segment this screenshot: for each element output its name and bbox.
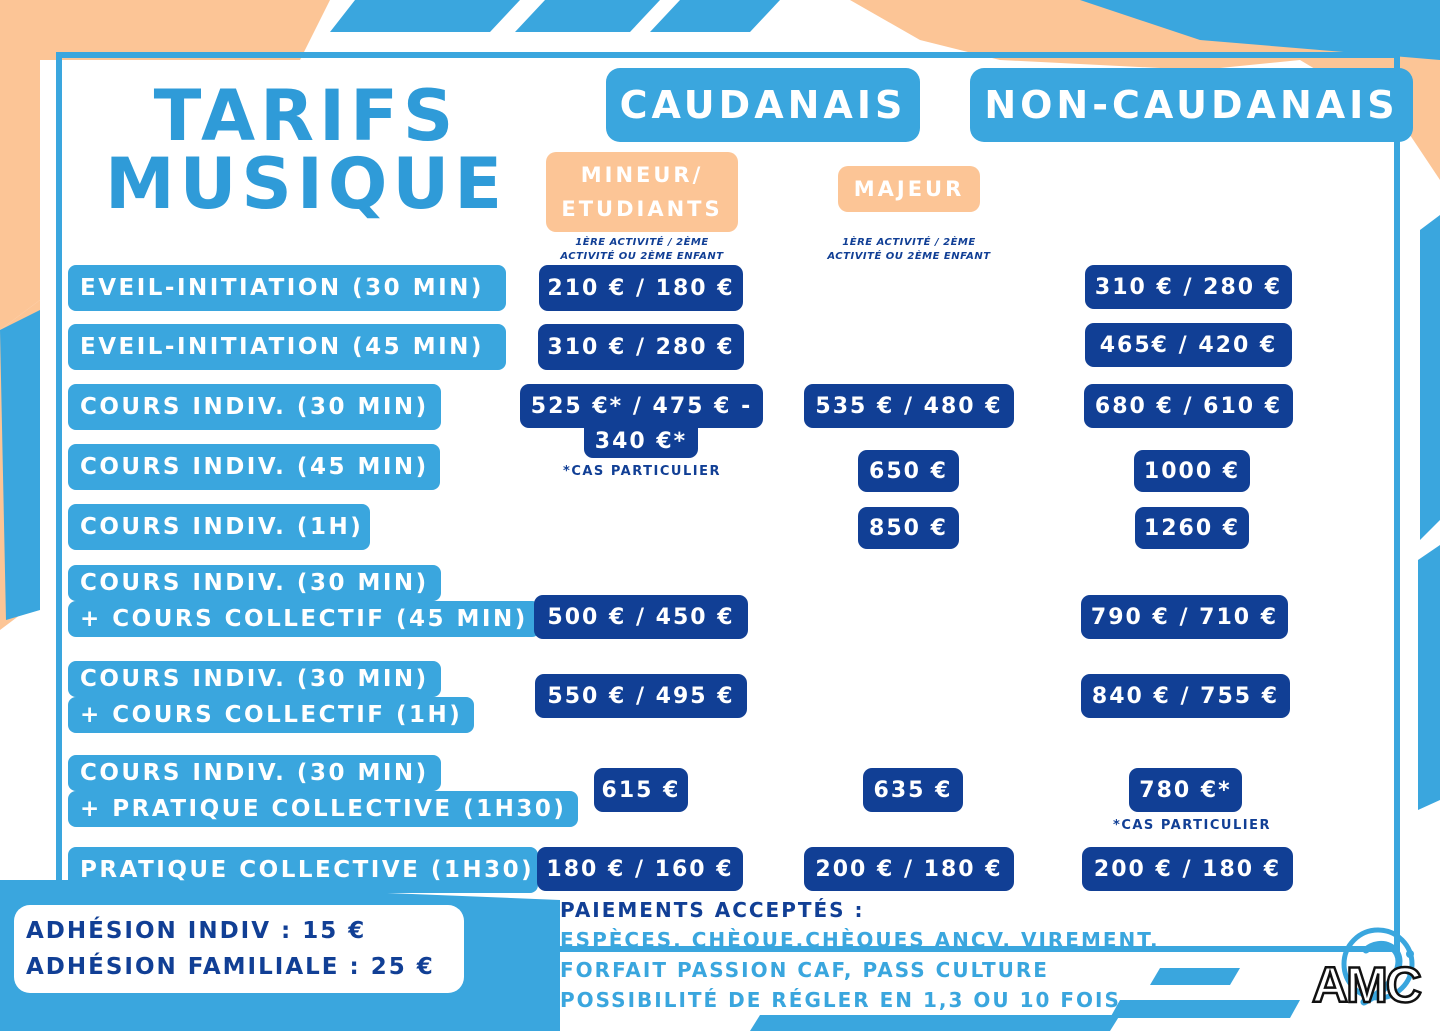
price-pratique-1h30-non-caudanais: 200 € / 180 € bbox=[1082, 847, 1293, 891]
subheader-majeur: MAJEUR bbox=[838, 166, 980, 212]
price-eveil-45-non-caudanais: 465€ / 420 € bbox=[1085, 323, 1292, 367]
row-label-indiv-30-collectif-1h bbox=[68, 661, 474, 733]
title-line-1: TARIFS bbox=[153, 75, 459, 157]
row-label-indiv-30-collectif-45-line-2: + COURS COLLECTIF (45 MIN) bbox=[68, 601, 540, 637]
payments-line-3: POSSIBILITÉ DE RÉGLER EN 1,3 OU 10 FOIS bbox=[560, 988, 1121, 1012]
row-label-indiv-45: COURS INDIV. (45 MIN) bbox=[68, 444, 440, 490]
note-majeur bbox=[806, 236, 1012, 264]
row-label-indiv-1h: COURS INDIV. (1H) bbox=[68, 504, 370, 550]
price-indiv-30-pratique-1h30-non-caudanais: 780 €* bbox=[1129, 768, 1242, 812]
note-mineur-line-2: ACTIVITÉ OU 2ÈME ENFANT bbox=[560, 251, 724, 262]
note-majeur-line-1: 1ÈRE ACTIVITÉ / 2ÈME bbox=[842, 237, 976, 248]
adhesion-box bbox=[14, 905, 464, 993]
title-line-2: MUSIQUE bbox=[104, 143, 508, 225]
payments-title: PAIEMENTS ACCEPTÉS : bbox=[560, 898, 865, 922]
row-label-pratique-1h30: PRATIQUE COLLECTIVE (1H30) bbox=[68, 847, 538, 893]
price-indiv-30-pratique-1h30-mineur: 615 € bbox=[594, 768, 688, 812]
row-label-indiv-30-pratique-1h30 bbox=[68, 755, 578, 827]
subheader-mineur-line-2: ETUDIANTS bbox=[561, 197, 723, 221]
note-mineur bbox=[540, 236, 744, 264]
payments-line-1: ESPÈCES, CHÈQUE,CHÈQUES ANCV, VIREMENT, bbox=[560, 928, 1160, 952]
row-label-indiv-30-collectif-1h-line-2: + COURS COLLECTIF (1H) bbox=[68, 697, 474, 733]
cas-particulier-note-mineur: *CAS PARTICULIER bbox=[563, 464, 721, 479]
price-eveil-30-non-caudanais: 310 € / 280 € bbox=[1085, 265, 1292, 309]
row-label-indiv-30: COURS INDIV. (30 MIN) bbox=[68, 384, 441, 430]
price-indiv-30-mineur-line-1: 525 €* / 475 € - bbox=[520, 384, 763, 428]
price-indiv-45-majeur: 650 € bbox=[858, 450, 959, 492]
header-non-caudanais: NON-CAUDANAIS bbox=[970, 68, 1413, 142]
adhesion-familiale: ADHÉSION FAMILIALE : 25 € bbox=[26, 954, 435, 980]
price-indiv-30-non-caudanais: 680 € / 610 € bbox=[1084, 384, 1293, 428]
payments-line-2: FORFAIT PASSION CAF, PASS CULTURE bbox=[560, 958, 1049, 982]
logo-text: AMC bbox=[1312, 957, 1420, 1013]
price-indiv-1h-non-caudanais: 1260 € bbox=[1135, 507, 1249, 549]
header-caudanais: CAUDANAIS bbox=[606, 68, 920, 142]
price-indiv-30-pratique-1h30-majeur: 635 € bbox=[863, 768, 963, 812]
price-eveil-30-mineur: 210 € / 180 € bbox=[539, 265, 743, 311]
price-indiv-30-majeur: 535 € / 480 € bbox=[804, 384, 1014, 428]
bass-clef-logo-icon bbox=[1308, 920, 1440, 1028]
row-label-indiv-30-collectif-45 bbox=[68, 565, 540, 637]
row-label-eveil-30: EVEIL-INITIATION (30 MIN) bbox=[68, 265, 506, 311]
price-pratique-1h30-mineur: 180 € / 160 € bbox=[537, 847, 743, 891]
note-majeur-line-2: ACTIVITÉ OU 2ÈME ENFANT bbox=[827, 251, 991, 262]
page-title bbox=[96, 75, 516, 225]
row-label-eveil-45: EVEIL-INITIATION (45 MIN) bbox=[68, 324, 506, 370]
adhesion-indiv: ADHÉSION INDIV : 15 € bbox=[26, 918, 367, 944]
price-indiv-45-non-caudanais: 1000 € bbox=[1134, 450, 1250, 492]
payments-section bbox=[560, 895, 1260, 1015]
note-mineur-line-1: 1ÈRE ACTIVITÉ / 2ÈME bbox=[575, 237, 709, 248]
price-indiv-1h-majeur: 850 € bbox=[858, 507, 959, 549]
price-indiv-30-collectif-1h-mineur: 550 € / 495 € bbox=[535, 674, 747, 718]
subheader-mineur-line-1: MINEUR/ bbox=[580, 163, 704, 187]
subheader-mineur bbox=[546, 152, 738, 232]
price-eveil-45-mineur: 310 € / 280 € bbox=[538, 324, 744, 370]
row-label-indiv-30-collectif-45-line-1: COURS INDIV. (30 MIN) bbox=[68, 565, 441, 601]
cas-particulier-note-non-caudanais: *CAS PARTICULIER bbox=[1113, 818, 1271, 833]
price-indiv-30-mineur-line-2: 340 €* bbox=[584, 424, 698, 458]
price-indiv-30-collectif-45-non-caudanais: 790 € / 710 € bbox=[1081, 595, 1288, 639]
row-label-indiv-30-pratique-1h30-line-2: + PRATIQUE COLLECTIVE (1H30) bbox=[68, 791, 578, 827]
price-indiv-30-collectif-1h-non-caudanais: 840 € / 755 € bbox=[1081, 674, 1290, 718]
price-indiv-30-collectif-45-mineur: 500 € / 450 € bbox=[534, 595, 748, 639]
row-label-indiv-30-collectif-1h-line-1: COURS INDIV. (30 MIN) bbox=[68, 661, 441, 697]
price-pratique-1h30-majeur: 200 € / 180 € bbox=[804, 847, 1014, 891]
row-label-indiv-30-pratique-1h30-line-1: COURS INDIV. (30 MIN) bbox=[68, 755, 441, 791]
